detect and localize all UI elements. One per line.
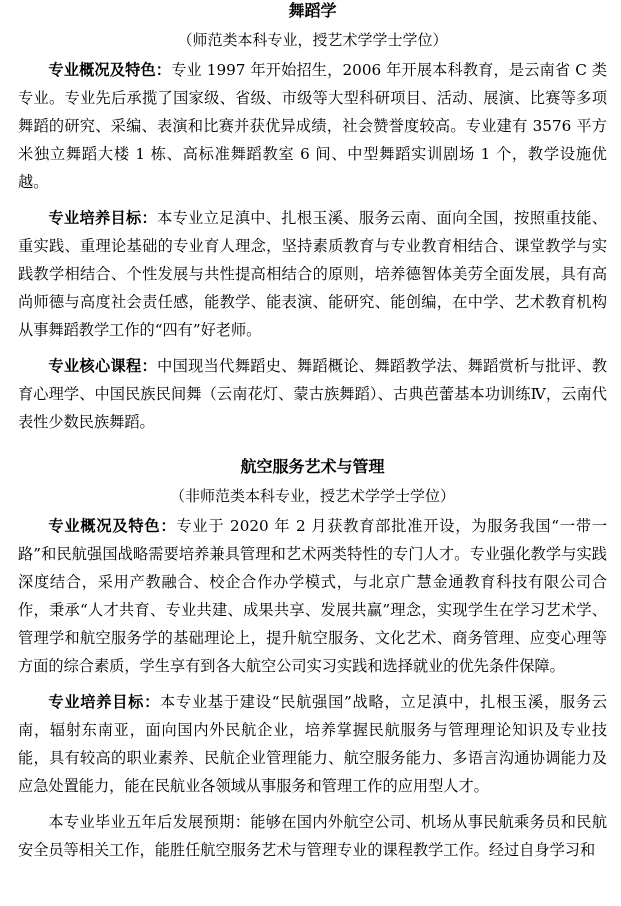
paragraph-overview <box>18 56 607 196</box>
section-title: 舞蹈学 <box>288 1 337 20</box>
paragraph-text: 中国现当代舞蹈史、舞蹈概论、舞蹈教学法、舞蹈赏析与批评、教育心理学、中国民族民间舞（云南花灯、蒙古族舞蹈）、古典芭蕾基本功训练Ⅳ，云南代表性少数民族舞蹈。 <box>18 357 608 431</box>
section-aviation-service <box>18 456 607 864</box>
paragraph-text: 本专业基于建设“民航强国”战略，立足滇中，扎根玉溪，服务云南，辐射东南亚，面向国内外民航企业，培养掌握民航服务与管理理论知识及专业技能，具有较高的职业素养、民航企业管理能力、航空服务能力、多语言沟通协调能力及应急处置能力，能在民航业各领域从事服务和管理工作的应用型人才。 <box>18 693 608 795</box>
paragraph-text: 本专业毕业五年后发展预期：能够在国内外航空公司、机场从事民航乘务员和民航安全员等相关工作，能胜任航空服务艺术与管理专业的课程教学工作。经过自身学习和 <box>18 813 607 859</box>
paragraph-core-courses <box>18 352 607 436</box>
section-dance <box>18 0 607 436</box>
paragraph-career-outlook <box>18 808 607 864</box>
paragraph-label: 专业核心课程： <box>48 357 158 375</box>
paragraph-label: 专业概况及特色： <box>48 61 172 79</box>
paragraph-text: 专业 1997 年开始招生，2006 年开展本科教育，是云南省 C 类专业。专业先后承揽了国家级、省级、市级等大型科研项目、活动、展演、比赛等多项舞蹈的研究、采编、表演和比赛并获优异成绩，社会赞誉度较高。专业建有 3576 平方米独立舞蹈大楼 1 栋、高标准舞蹈教室 6 间、中型舞蹈实训剧场 1 个，教学设施优越。 <box>18 61 608 191</box>
paragraph-label: 专业培养目标： <box>48 209 158 227</box>
section-subtitle: （师范类本科专业，授艺术学学士学位） <box>177 31 448 49</box>
paragraph-goals <box>18 204 607 344</box>
paragraph-text: 本专业立足滇中、扎根玉溪、服务云南、面向全国，按照重技能、重实践、重理论基础的专业育人理念，坚持素质教育与专业教育相结合、课堂教学与实践教学相结合、个性发展与共性提高相结合的原则，培养德智体美劳全面发展，具有高尚师德与高度社会责任感，能教学、能表演、能研究、能创编，在中学、艺术教育机构从事舞蹈教学工作的“四有”好老师。 <box>18 209 608 339</box>
section-title: 航空服务艺术与管理 <box>240 457 385 476</box>
paragraph-label: 专业概况及特色： <box>48 517 177 535</box>
paragraph-goals <box>18 688 607 800</box>
paragraph-label: 专业培养目标： <box>48 693 161 711</box>
paragraph-text: 专业于 2020 年 2 月获教育部批准开设，为服务我国“一带一路”和民航强国战略需要培养兼具管理和艺术两类特性的专门人才。专业强化教学与实践深度结合，采用产教融合、校企合作办学模式，与北京广慧金通教育科技有限公司合作，秉承“人才共育、专业共建、成果共享、发展共赢”理念，实现学生在学习艺术学、管理学和航空服务学的基础理论上，提升航空服务、文化艺术、商务管理、应变心理等方面的综合素质，学生享有到各大航空公司实习实践和选择就业的优先条件保障。 <box>18 517 608 675</box>
section-subtitle: （非师范类本科专业，授艺术学学士学位） <box>169 487 455 505</box>
paragraph-overview <box>18 512 607 680</box>
